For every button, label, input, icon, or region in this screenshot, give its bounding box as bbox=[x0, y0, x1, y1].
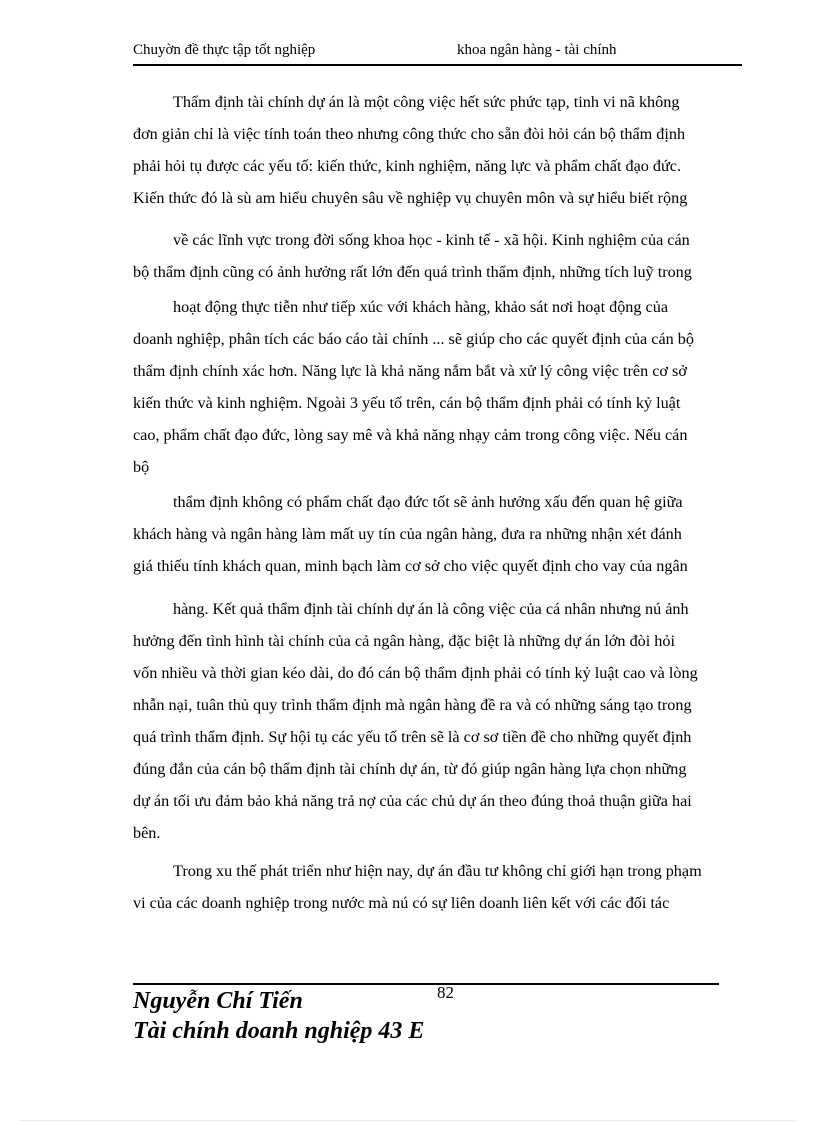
paragraph-line: phải hỏi tụ được các yếu tố: kiến thức, kinh nghiệm, năng lực và phẩm chất đạo đức. bbox=[133, 157, 682, 175]
paragraph-line: Kiến thức đó là sù am hiểu chuyên sâu về nghiệp vụ chuyên môn và sự hiểu biết rộng bbox=[133, 189, 688, 207]
paragraph-line: thẩm định không có phẩm chất đạo đức tốt sẽ ảnh hưởng xấu đến quan hệ giữa bbox=[173, 493, 683, 511]
paragraph-line: quá trình thẩm định. Sự hội tụ các yếu tố trên sẽ là cơ sơ tiền đề cho những quyết định bbox=[133, 728, 692, 746]
paragraph-line: kiến thức và kinh nghiệm. Ngoài 3 yếu tố trên, cán bộ thẩm định phải có tính kỷ luật bbox=[133, 394, 681, 412]
author-name: Nguyễn Chí Tiến bbox=[133, 988, 303, 1014]
paragraph-line: hưởng đến tình hình tài chính của cả ngân hàng, đặc biệt là những dự án lớn đòi hỏi bbox=[133, 632, 675, 650]
paragraph-line: vốn nhiều và thời gian kéo dài, do đó cán bộ thẩm định phải có tính kỷ luật cao và lòng bbox=[133, 664, 698, 682]
header-left-title: Chuyờn đề thực tập tốt nghiệp bbox=[133, 42, 316, 58]
footer-rule bbox=[133, 983, 719, 985]
paragraph-line: dự án tối ưu đảm bảo khả năng trả nợ của các chủ dự án theo đúng thoả thuận giữa hai bbox=[133, 792, 692, 810]
paragraph-line: bộ bbox=[133, 458, 150, 476]
page-edge-dots bbox=[20, 1120, 796, 1121]
header-right-title: khoa ngân hàng - tài chính bbox=[457, 42, 617, 58]
paragraph-line: bộ thẩm định cũng có ảnh hưởng rất lớn đến quá trình thẩm định, những tích luỹ trong bbox=[133, 263, 692, 281]
paragraph-line: nhẫn nại, tuân thủ quy trình thẩm định mà ngân hàng đề ra và có những sáng tạo trong bbox=[133, 696, 692, 714]
paragraph-line: hàng. Kết quả thẩm định tài chính dự án là công việc của cá nhân nhưng nú ảnh bbox=[173, 600, 689, 618]
paragraph-line: đúng đắn của cán bộ thẩm định tài chính dự án, từ đó giúp ngân hàng lựa chọn những bbox=[133, 760, 687, 778]
paragraph-line: vi của các doanh nghiệp trong nước mà nú có sự liên doanh liên kết với các đối tác bbox=[133, 894, 670, 912]
page-header bbox=[133, 40, 742, 66]
paragraph-line: về các lĩnh vực trong đời sống khoa học - kinh tế - xã hội. Kinh nghiệm của cán bbox=[173, 231, 690, 249]
program-name: Tài chính doanh nghiệp 43 E bbox=[133, 1018, 425, 1044]
page-number: 82 bbox=[437, 983, 454, 1002]
paragraph-line: thẩm định chính xác hơn. Năng lực là khả năng nắm bắt và xử lý công việc trên cơ sở bbox=[133, 362, 687, 380]
paragraph-line: cao, phẩm chất đạo đức, lòng say mê và khả năng nhạy cảm trong công việc. Nếu cán bbox=[133, 426, 688, 444]
paragraph-line: giá thiếu tính khách quan, minh bạch làm cơ sở cho việc quyết định cho vay của ngân bbox=[133, 557, 688, 575]
paragraph-line: đơn giản chỉ là việc tính toán theo nhưng công thức cho sẵn đòi hỏi cán bộ thẩm định bbox=[133, 125, 686, 143]
paragraph-line: Thẩm định tài chính dự án là một công việc hết sức phức tạp, tinh vi nã không bbox=[173, 93, 680, 111]
paragraph-line: bên. bbox=[133, 824, 161, 842]
paragraph-line: Trong xu thế phát triển như hiện nay, dự án đầu tư không chỉ giới hạn trong phạm bbox=[173, 862, 702, 880]
paragraph-line: hoạt động thực tiễn như tiếp xúc với khách hàng, khảo sát nơi hoạt động của bbox=[173, 298, 668, 316]
paragraph-line: doanh nghiệp, phân tích các báo cáo tài chính ... sẽ giúp cho các quyết định của cán bộ bbox=[133, 330, 694, 348]
paragraph-line: khách hàng và ngân hàng làm mất uy tín của ngân hàng, đưa ra những nhận xét đánh bbox=[133, 525, 682, 543]
